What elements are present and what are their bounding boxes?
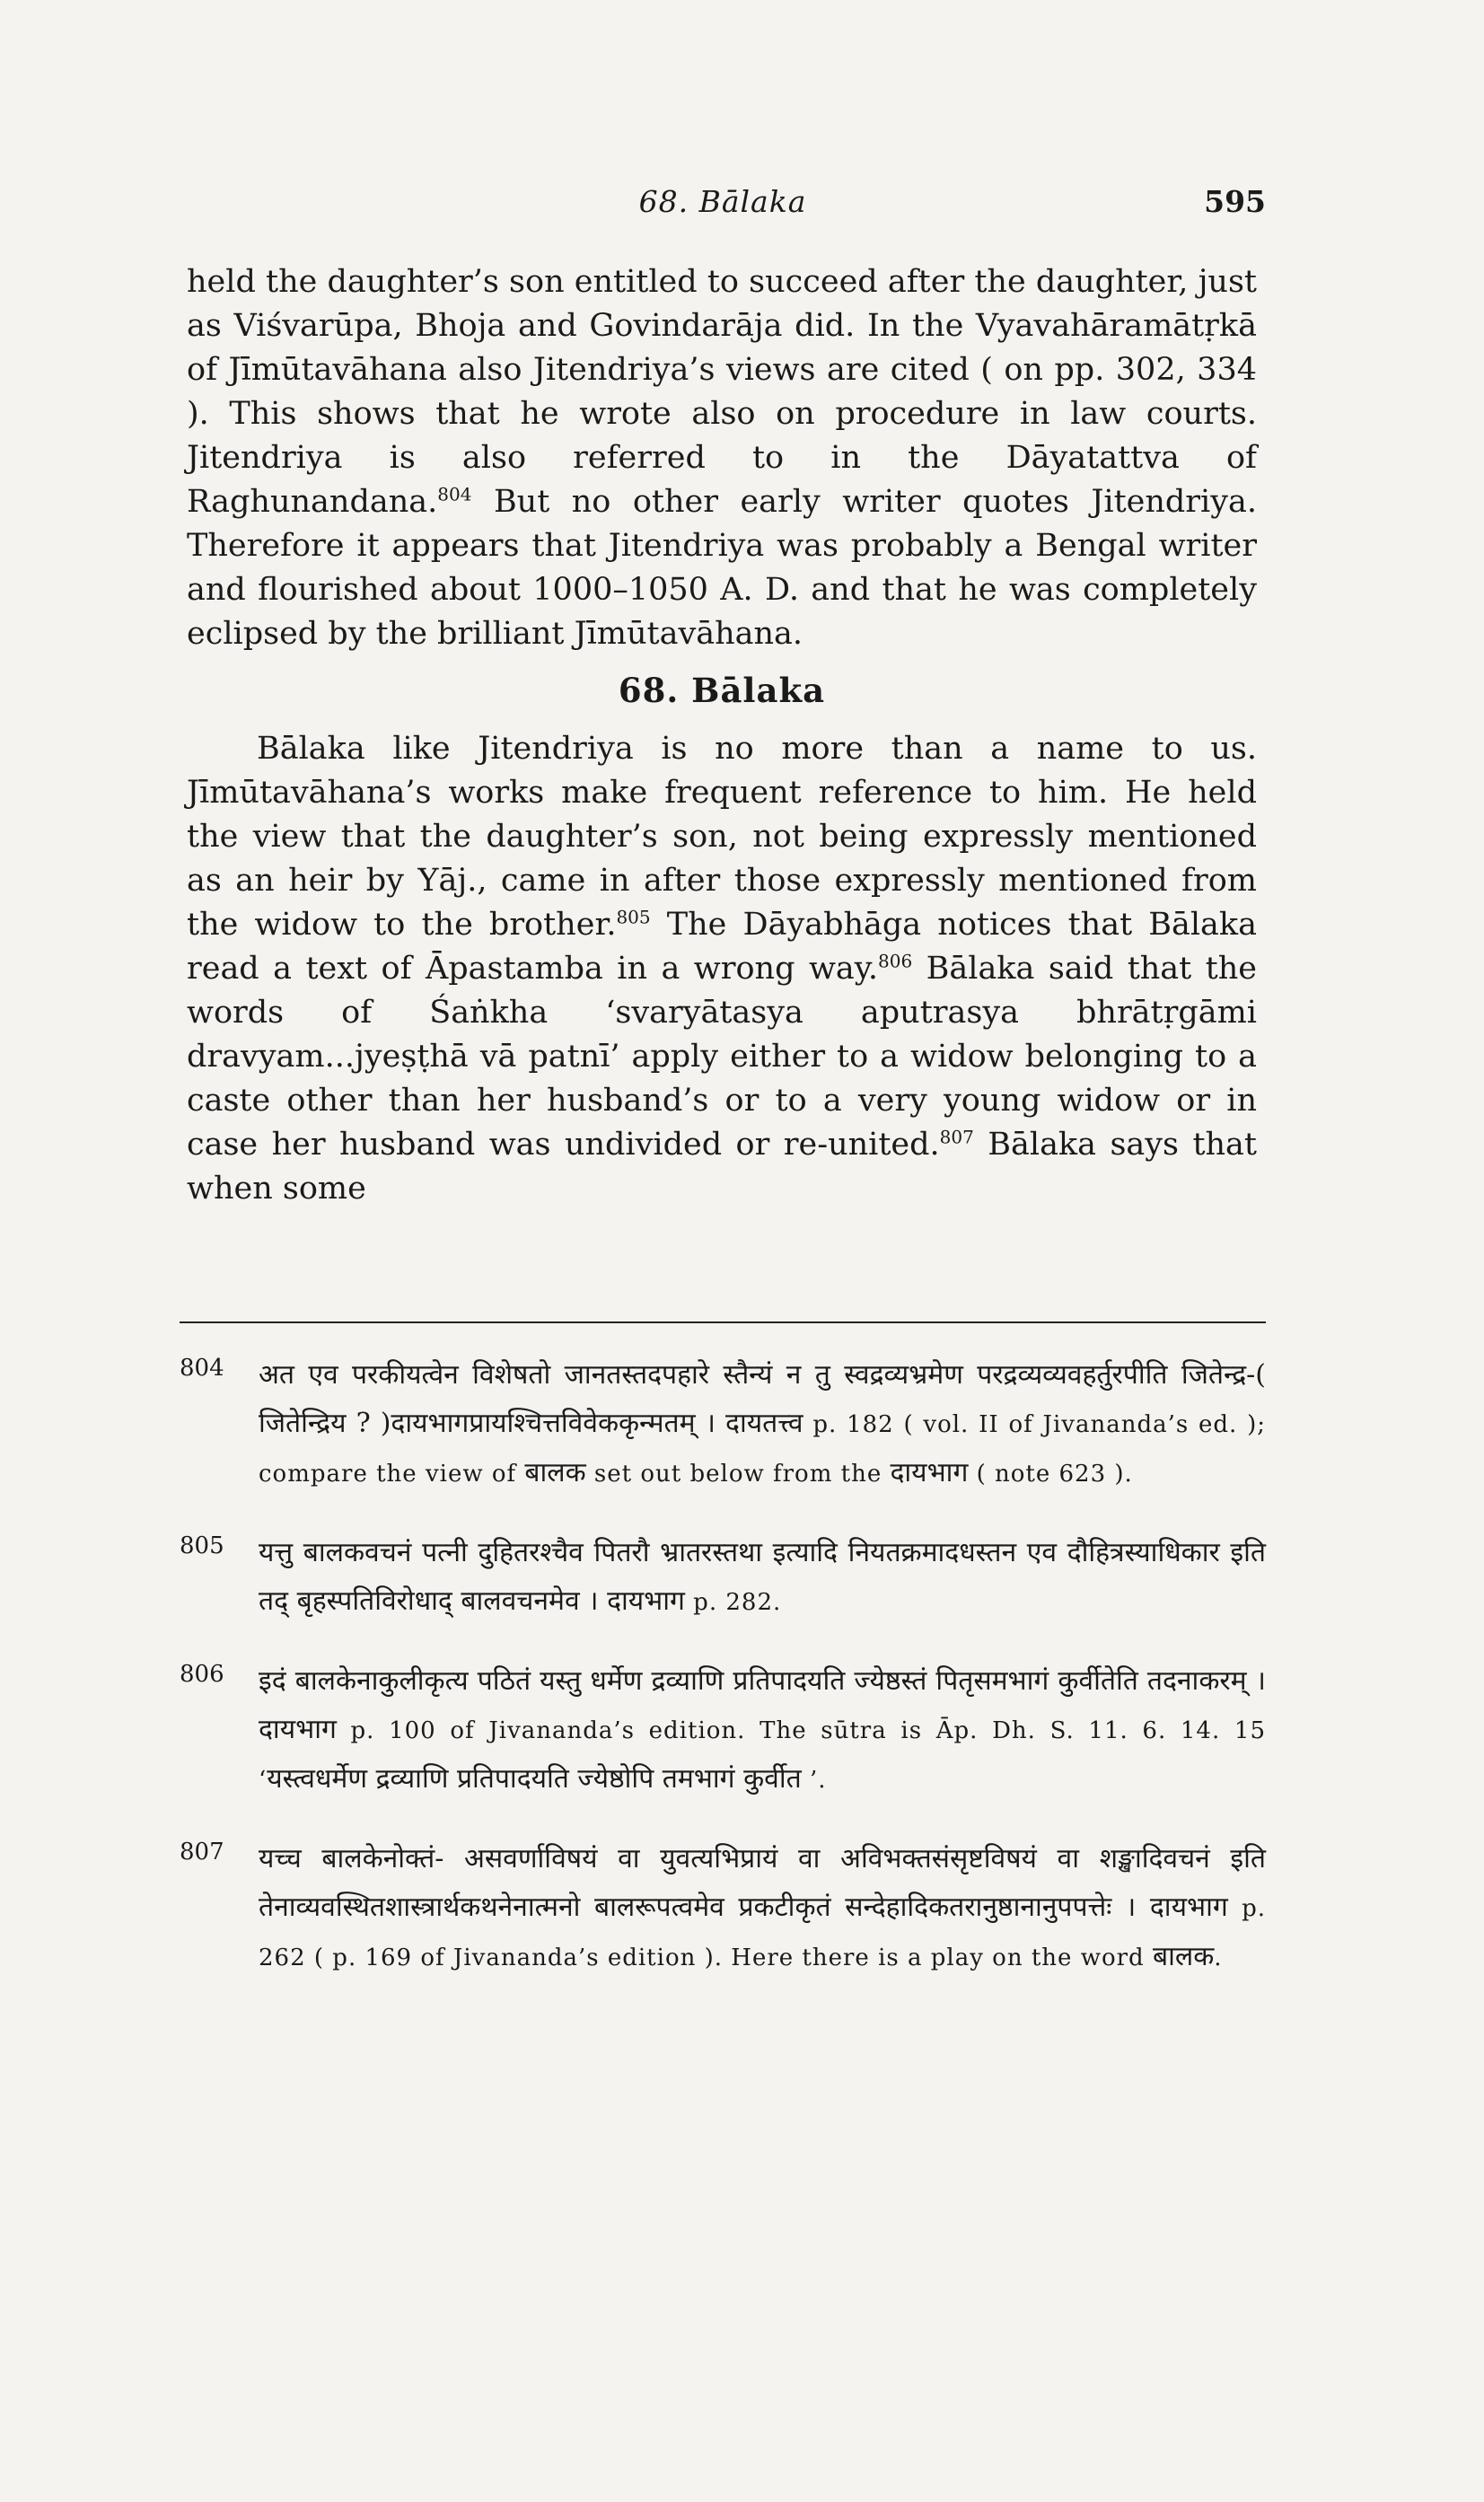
footnote-number: 805: [180, 1532, 224, 1559]
footnote-text: [259, 1657, 1266, 1804]
footnotes: [180, 1351, 1266, 2013]
devanagari-text: यत्तु बालकवचनं पत्नी दुहितरश्चैव पितरौ भ्रातरस्तथा इत्यादि नियतक्रमादधस्तन एव दौहित्रस्याधिकार इति तद् बृहस्पतिविरोधाद् बालवचनमेव । दायभाग: [259, 1537, 1266, 1617]
latin-text: .: [1214, 1945, 1223, 1971]
latin-text: set out below from the: [585, 1461, 891, 1488]
paragraph-2: [187, 727, 1257, 1211]
paragraph-2-text-a: Bālaka like Jitendriya is no more than a name to us. Jīmūtavāhana’s works make frequent reference to him. He held the view that the daughter’s son, not being expressly mentioned as an heir by Yāj., came in after those expressly mentioned from the widow to the brother.: [187, 731, 1257, 943]
main-text: [187, 260, 1257, 1211]
footnote-805: [180, 1529, 1266, 1627]
paragraph-2-text-b: The Dāyabhāga notices that Bālaka read a text of Āpastamba in a wrong way.: [187, 907, 1257, 987]
latin-text: p. 282.: [684, 1589, 782, 1616]
footnote-ref-805: 805: [616, 906, 651, 928]
running-title: 68. Bālaka: [638, 184, 807, 219]
paragraph-1-text-b: But no other early writer quotes Jitendriya. Therefore it appears that Jitendriya was probably a Bengal writer and flourished about 1000–1050 A. D. and that he was completely eclipsed by the brilliant Jīmūtavāhana.: [187, 484, 1257, 652]
devanagari-text: यच्च बालकेनोक्तं- असवर्णाविषयं वा युवत्यभिप्रायं वा अविभक्तसंसृष्टविषयं वा शङ्खादिवचनं इति तेनाव्यवस्थितशास्त्रार्थकथनेनात्मनो बालरूपत्वमेव प्रकटीकृतं सन्देहादिकतरानुष्ठानानुपपत्तेः । दायभाग: [259, 1843, 1266, 1923]
latin-text: p. 262 ( p. 169 of Jivananda’s edition ). Here there is a play on the word: [259, 1895, 1266, 1971]
footnote-806: [180, 1657, 1266, 1804]
latin-text: p. 100 of Jivananda’s edition. The sūtra is Āp. Dh. S. 11. 6. 14. 15 ‘: [259, 1717, 1266, 1794]
devanagari-text: बालक: [1152, 1941, 1215, 1972]
section-heading: 68. Bālaka: [618, 671, 826, 710]
footnote-text: [259, 1835, 1266, 1982]
footnote-ref-804: 804: [437, 483, 472, 505]
footnote-number: 804: [180, 1355, 224, 1382]
devanagari-text: अत एव परकीयत्वेन विशेषतो जानतस्तदपहारे स्तैन्यं न तु स्वद्रव्यभ्रमेण परद्रव्यव्यवहर्तुरपीति जितेन्द्र-( जितेन्द्रिय ? )दायभागप्रायश्चित्तविवेककृन्मतम् । दायतत्त्व: [259, 1359, 1266, 1439]
latin-text: p. 182 ( vol. II of Jivananda’s ed. ); compare the view of: [259, 1411, 1267, 1488]
footnote-text: [259, 1529, 1266, 1627]
paragraph-2-text-c: Bālaka said that the words of Śaṅkha ‘svaryātasya aputrasya bhrātṛgāmi dravyam...jyeṣṭhā vā patnī’ apply either to a widow belonging to a caste other than her husband’s or to a very young widow or in case her husband was undivided or re-united.: [187, 951, 1257, 1163]
latin-text: ( note 623 ).: [968, 1461, 1133, 1488]
footnote-807: [180, 1835, 1266, 1982]
latin-text: ’.: [801, 1767, 827, 1794]
footnote-number: 807: [180, 1839, 224, 1866]
footnote-number: 806: [180, 1661, 224, 1688]
devanagari-text: दायभाग: [890, 1457, 969, 1488]
footnote-ref-807: 807: [939, 1126, 974, 1148]
footnote-804: [180, 1351, 1266, 1498]
paragraph-2-text-d: Bālaka says that when some: [187, 1127, 1257, 1207]
devanagari-text: यस्त्वधर्मेण द्रव्याणि प्रतिपादयति ज्येष्ठोपि तमभागं कुर्वीत: [267, 1763, 802, 1795]
page-number: 595: [1204, 184, 1266, 219]
footnote-ref-806: 806: [878, 950, 913, 972]
paragraph-1-text: held the daughter’s son entitled to succeed after the daughter, just as Viśvarūpa, Bhoja and Govindarāja did. In the Vyavahāramātṛkā of Jīmūtavāhana also Jitendriya’s views are cited ( on pp. 302, 334 ). This shows that he wrote also on procedure in law courts. Jitendriya is also referred to in the Dāyatattva of Raghunandana.: [187, 264, 1257, 520]
paragraph-1: [187, 260, 1257, 656]
footnote-text: [259, 1351, 1266, 1498]
footnote-divider: [180, 1321, 1266, 1323]
devanagari-text: बालक: [524, 1457, 586, 1488]
page-header: [180, 184, 1266, 229]
devanagari-text: इदं बालकेनाकुलीकृत्य पठितं यस्तु धर्मेण द्रव्याणि प्रतिपादयति ज्येष्ठस्तं पितृसमभागं कुर्वीतेति तदनाकरम् । दायभाग: [259, 1665, 1266, 1745]
